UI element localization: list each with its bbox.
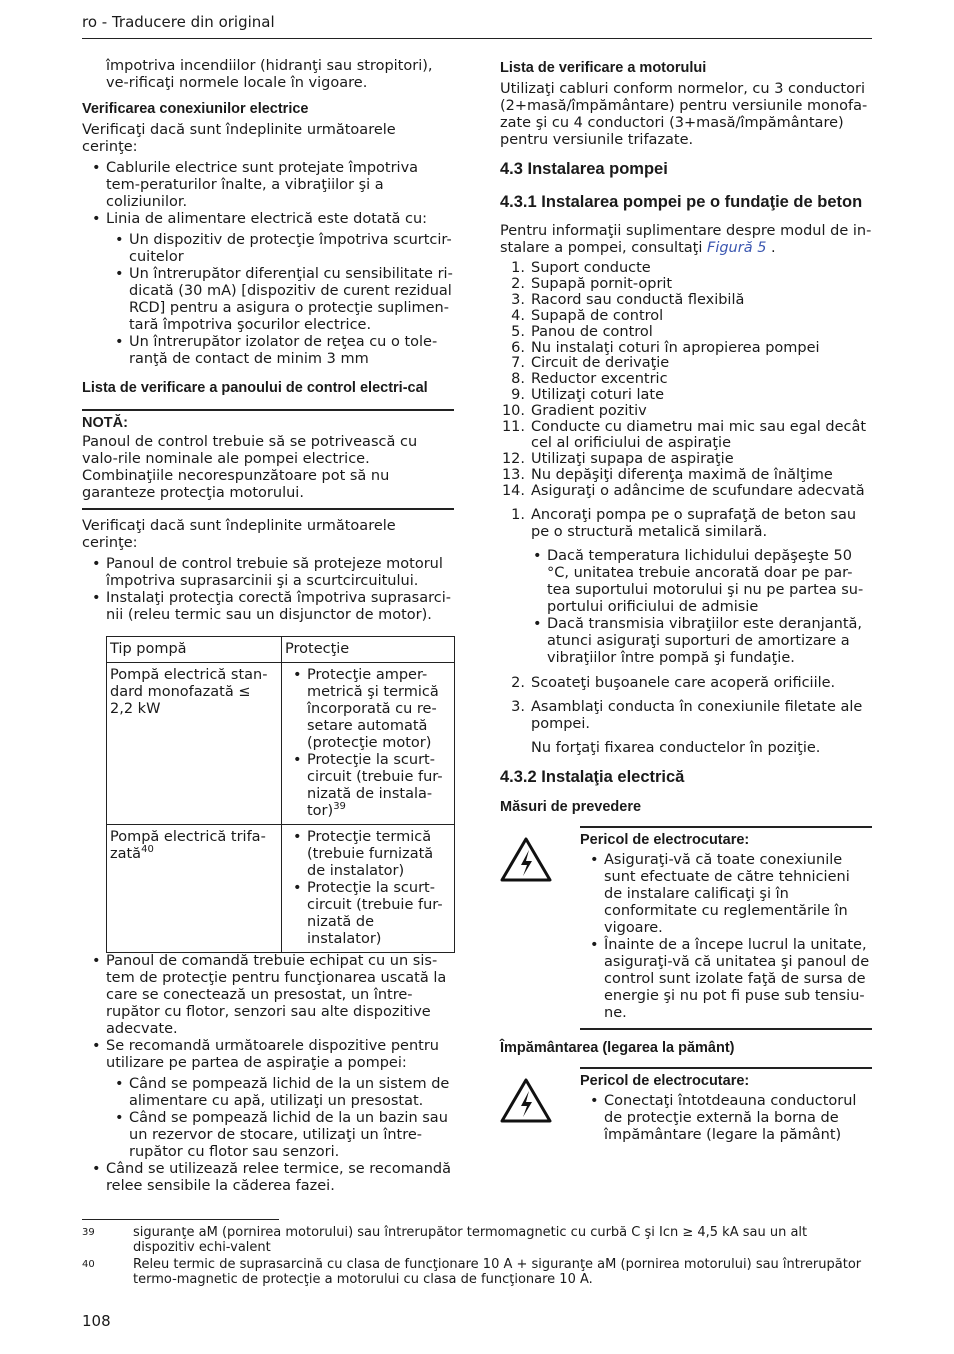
note-text: Panoul de control trebuie să se potrivească cu valo-rile nominale ale pompei electrice. Combinaţiile necorespunzătoare pot să nu garanteze protecţia motorului.	[82, 434, 418, 501]
list-item: • Cablurile electrice sunt protejate împotriva tem-peraturilor înalte, a vibraţiilor şi a coliziunilor.	[82, 160, 454, 211]
table-header-row	[107, 637, 455, 663]
list-item: 13. Nu depăşiţi diferenţa maximă de înălţime	[501, 466, 833, 483]
table-cell-type: Pompă electrică trifa-zată$^{40}$	[107, 825, 282, 953]
left-column	[82, 58, 454, 1195]
list-item: • Panoul de control trebuie să protejeze motorul împotriva suprasarcinii şi a scurtcircuitului.	[82, 556, 454, 590]
list-item: • Când se pompează lichid de la un bazin sau un rezervor de stocare, utilizaţi un între-rupător cu flotor sau senzori.	[82, 1110, 454, 1161]
footnote-number: 40	[82, 1259, 95, 1270]
list-item: • Protecţie la scurt-circuit (trebuie fur-nizată de instalator)	[285, 880, 451, 948]
footnote-divider	[82, 1219, 279, 1220]
precaution-heading: Măsuri de prevedere	[500, 798, 642, 815]
relay-list	[82, 1161, 454, 1195]
motor-text: Utilizaţi cabluri conform normelor, cu 3 conductori (2+masă/împământare) pentru versiunile monofa-zate şi cu 4 conductori (3+masă/împământare) pentru versiunile trifazate.	[500, 81, 868, 148]
info-text: Pentru informaţii suplimentare despre modul de in-stalare a pompei, consultaţi Figură 5 .	[500, 223, 872, 256]
electric-shock-warning-icon	[500, 1077, 552, 1123]
suction-sublist	[82, 1076, 454, 1161]
list-item: • Când se pompează lichid de la un sistem de alimentare cu apă, utilizaţi un presostat.	[82, 1076, 454, 1110]
list-item: 11. Conducte cu diametru mai mic sau egal decât cel al orificiului de aspiraţie	[501, 419, 867, 451]
list-item: • Un dispozitiv de protecţie împotriva scurtcir-cuitelor	[82, 232, 454, 266]
page-number: 108	[82, 1312, 111, 1330]
list-item: • Protecţie la scurt-circuit (trebuie fur-nizată de instala-tor)$^{39}$	[285, 752, 451, 820]
table-header-type: Tip pompă	[107, 637, 282, 663]
step1-sublist	[500, 548, 872, 667]
elec-intro: Verificaţi dacă sunt îndeplinite următoarele cerinţe:	[82, 122, 396, 155]
footnote-text: siguranţe aM (pornirea motorului) sau întrerupător termomagnetic cu curbă C şi Icn ≥ 4,5 kA sau un alt dispozitiv echi-valent	[133, 1225, 808, 1255]
panel-list	[82, 556, 454, 624]
list-item: • Se recomandă următoarele dispozitive pentru utilizare pe partea de aspiraţie a pompei:	[82, 1038, 454, 1072]
list-item: 3. Asamblaţi conducta în conexiunile filetate ale pompei.	[511, 698, 863, 732]
intro-continuation: împotriva incendiilor (hidranţi sau stropitori), ve-rificaţi normele locale în vigoare.	[106, 58, 433, 91]
electric-shock-warning-icon	[500, 836, 552, 882]
list-item: • Linia de alimentare electrică este dotată cu:	[82, 211, 454, 228]
list-item: • Înainte de a începe lucrul la unitate, asiguraţi-vă că unitatea şi panoul de control sunt izolate faţă de sursa de energie şi nu pot fi puse sub tensiu-ne.	[580, 937, 872, 1022]
list-item: • Asiguraţi-vă că toate conexiunile sunt efectuate de către tehnicieni de instalare calificaţi şi în conformitate cu reglementările în vigoare.	[580, 852, 872, 937]
footnote-ref: 40	[141, 844, 154, 856]
after-table-list	[82, 953, 454, 1072]
list-item: • Instalaţi protecţia corectă împotriva suprasarci-nii (releu termic sau un disjunctor de motor).	[82, 590, 454, 624]
header-title: ro - Traducere din original	[82, 13, 275, 31]
panel-heading: Lista de verificare a panoului de control electri-cal	[82, 380, 428, 396]
panel-intro: Verificaţi dacă sunt îndeplinite următoarele cerinţe:	[82, 518, 396, 551]
step3-note: Nu forţaţi fixarea conductelor în poziţie.	[531, 739, 821, 756]
hazard-list	[580, 1093, 872, 1144]
list-item: 8. Reductor excentric	[511, 371, 668, 388]
note-label: NOTĂ:	[82, 415, 128, 431]
list-item: 1. Ancoraţi pompa pe o suprafaţă de beton sau pe o structură metalică similară.	[511, 506, 857, 540]
elec-sublist	[82, 232, 454, 368]
table-row	[107, 825, 455, 953]
list-item: 12. Utilizaţi supapa de aspiraţie	[501, 450, 734, 467]
list-item: • Un întrerupător izolator de reţea cu o tole-ranţă de contact de minim 3 mm	[82, 334, 454, 368]
list-item: 7. Circuit de derivaţie	[511, 355, 670, 372]
list-item: 2. Supapă pornit-oprit	[511, 275, 673, 292]
footnote-ref: 39	[333, 801, 346, 813]
section-4-3-1-title: 4.3.1 Instalarea pompei pe o fundaţie de beton	[500, 193, 863, 211]
list-item: 6. Nu instalaţi coturi în apropierea pompei	[511, 339, 820, 356]
footnote	[82, 1257, 872, 1287]
install-steps	[500, 507, 872, 541]
page-header	[82, 14, 872, 39]
hazard-box-1	[580, 826, 872, 1030]
elec-list	[82, 160, 454, 228]
list-item: 5. Panou de control	[511, 323, 653, 340]
table-cell-protection	[282, 825, 455, 953]
footnote-number: 39	[82, 1227, 95, 1238]
protection-table	[106, 636, 455, 953]
list-item: 2. Scoateţi buşoanele care acoperă orificiile.	[511, 674, 836, 691]
list-item: • Când se utilizează relee termice, se recomandă relee sensibile la căderea fazei.	[82, 1161, 454, 1195]
list-item: • Protecţie termică (trebuie furnizată de instalator)	[285, 829, 451, 880]
hazard-box-2	[580, 1067, 872, 1150]
list-item: 10. Gradient pozitiv	[501, 403, 647, 420]
hazard-title: Pericol de electrocutare:	[580, 1072, 750, 1089]
list-item: • Protecţie amper-metrică şi termică încorporată cu re-setare automată (protecţie motor)	[285, 667, 451, 752]
list-item: • Dacă temperatura lichidului depăşeşte 50 °C, unitatea trebuie ancorată doar pe par-tea suportului motorului şi nu pe partea su-portului orificiului de admisie	[500, 548, 872, 616]
list-item: • Conectaţi întotdeauna conductorul de protecţie externă la borna de împământare (legare la pământ)	[580, 1093, 872, 1144]
note-box	[82, 409, 454, 510]
table-cell-protection	[282, 663, 455, 825]
table-header-protection: Protecţie	[282, 637, 455, 663]
hazard-list	[580, 852, 872, 1022]
list-item: 9. Utilizaţi coturi late	[511, 387, 665, 404]
table-cell-type: Pompă electrică stan-dard monofazată ≤ 2,2 kW	[107, 663, 282, 825]
list-item: 4. Supapă de control	[511, 307, 664, 324]
figure-link[interactable]: Figură 5	[706, 240, 767, 256]
list-item: 14. Asiguraţi o adâncime de scufundare adecvată	[501, 482, 865, 499]
footnote	[82, 1225, 872, 1255]
right-column	[500, 58, 872, 1150]
list-item: • Dacă transmisia vibraţiilor este deranjantă, atunci asiguraţi suporturi de amortizare a vibraţiilor între pompă şi fundaţie.	[500, 616, 872, 667]
ground-heading: Împământarea (legarea la pământ)	[500, 1039, 735, 1056]
table-row	[107, 663, 455, 825]
elec-heading: Verificarea conexiunilor electrice	[82, 101, 309, 117]
figure-legend-list	[500, 261, 872, 500]
motor-heading: Lista de verificare a motorului	[500, 60, 707, 76]
list-item: • Panoul de comandă trebuie echipat cu un sis-tem de protecţie pentru funcţionarea uscată la care se conectează un presostat, un între-rupător cu flotor, senzori sau alte dispozitive adecvate.	[82, 953, 454, 1038]
list-item: 3. Racord sau conductă flexibilă	[511, 291, 745, 308]
list-item: 1. Suport conducte	[511, 260, 651, 276]
list-item: • Un întrerupător diferenţial cu sensibilitate ri-dicată (30 mA) [dispozitiv de curent rezidual RCD] pentru a asigura o protecţie suplimen-tară împotriva şocurilor electrice.	[82, 266, 454, 334]
section-4-3-title: 4.3 Instalarea pompei	[500, 160, 668, 178]
section-4-3-2-title: 4.3.2 Instalaţia electrică	[500, 767, 685, 786]
footnote-text: Releu termic de suprasarcină cu clasa de funcţionare 10 A + siguranţe aM (pornirea motorului) sau întrerupător termo-magnetic de protecţie a motorului cu clasa de funcţionare 10 A.	[133, 1257, 862, 1287]
install-steps-cont	[500, 675, 872, 733]
hazard-title: Pericol de electrocutare:	[580, 831, 750, 848]
